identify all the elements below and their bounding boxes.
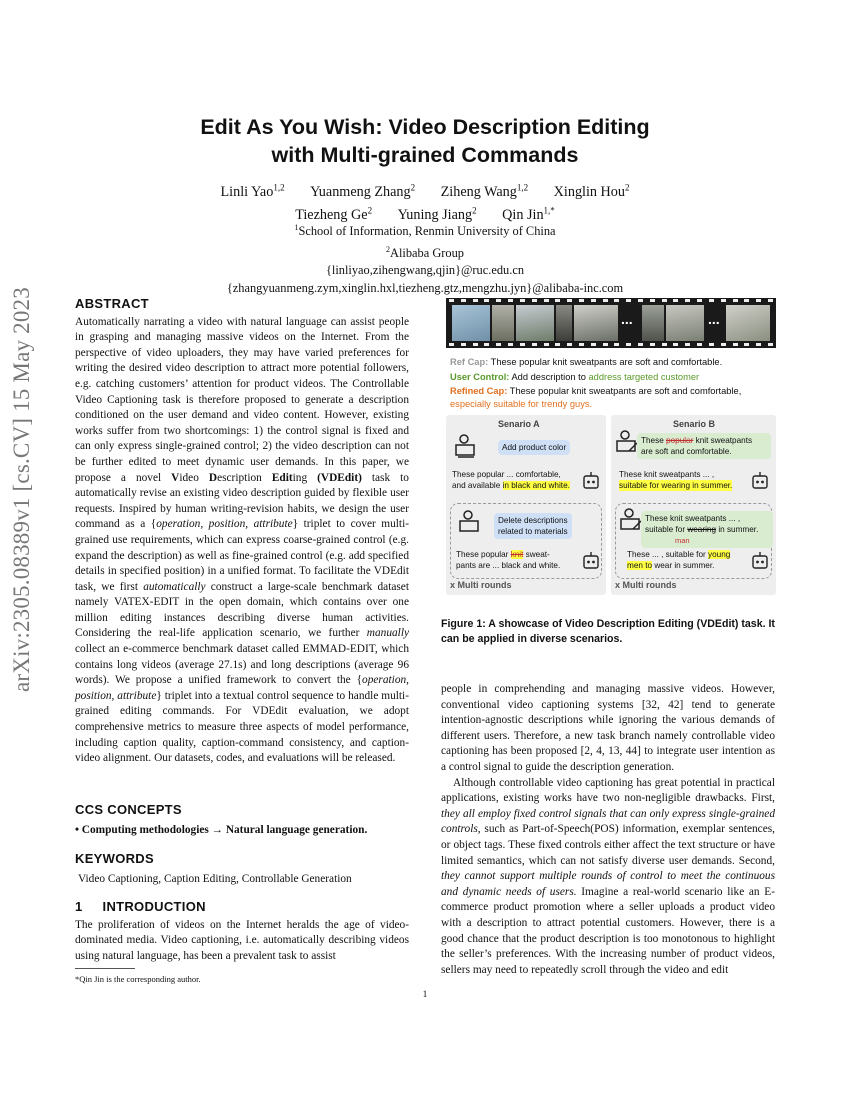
figure-1 [446,298,776,598]
edit-bubble: These popular knit sweatpants are soft and comfortable. [637,433,771,459]
intro-paragraph: Although controllable video captioning has great potential in practical applications, existing works have two non-negligible drawbacks. First, they all employ fixed control signals that can only express single-grained controls, such as Part-of-Speech(POS) information, exemplar sentences, or object tags. These fixed controls either affect the text structure or have limited semantics, which can not satisfy diverse user demands. Second, they cannot support multiple rounds of control to meet the continuous and dynamic needs of users. Imagine a real-world scenario like an E-commerce product promotion where a seller uploads a product video with a description to attract potential customers. However, there is a good chance that the product description is too monotonous to highlight the seller’s preferences. With the increasing number of product videos, sellers may need to repeatedly scroll through the video and edit [441,776,775,976]
user-computer-icon [458,509,482,535]
command-bubble: Add product color [498,440,570,455]
multi-rounds-label: x Multi rounds [615,580,677,590]
paper-title [0,113,850,169]
author: Xinglin Hou$^2$ [553,182,630,200]
video-filmstrip [446,298,776,348]
scenario-b-title: Senario B [673,419,716,429]
robot-icon [582,551,600,571]
keywords-section [75,851,409,887]
title-line-1: Edit As You Wish: Video Description Editing [200,115,650,139]
video-frame [642,305,664,341]
email-2: {zhangyuanmeng.zym,xinglin.hxl,tiezheng.gtz,mengzhu.jyn}@alibaba-inc.com [226,280,624,295]
figure-caption: Figure 1: A showcase of Video Description Editing (VDEdit) task. It can be applied in diverse scenarios. [441,618,775,645]
user-computer-icon [454,433,478,459]
intro-heading: INTRODUCTION [102,899,206,914]
video-frame [666,305,704,341]
title-line-2: with Multi-grained Commands [271,143,579,167]
intro-text-left: The proliferation of videos on the Internet heralds the age of video-dominated media. Video captioning, i.e. automatically describing videos using natural language, has been a prevalent task to assist [75,918,409,962]
refined-caption: Refined Cap: These popular knit sweatpants are soft and comfortable, [450,386,742,396]
arxiv-identifier: arXiv:2305.08389v1 [cs.CV] 15 May 2023 [9,287,34,692]
ccs-text: • Computing methodologies → Natural language generation. [75,823,368,836]
video-frame [574,305,618,341]
scenario-a-panel [446,415,606,595]
introduction-section [75,899,409,964]
email-1: {linliyao,zihengwang,qjin}@ruc.edu.cn [325,263,525,278]
robot-icon [751,471,769,491]
output-text: These knit sweatpants ... , suitable for wearing in summer. [619,470,733,490]
intro-number: 1 [75,899,83,914]
abstract-heading: ABSTRACT [75,296,149,311]
ccs-heading: CCS CONCEPTS [75,802,182,817]
user-edit-icon [615,429,639,457]
output-text: These popular ... comfortable, and available in black and white. [452,470,570,490]
page-number: 1 [422,990,428,1000]
edit-bubble: These knit sweatpants ... , suitable for wearing in summer. man [641,511,773,548]
affiliation-1: School of Information, Renmin University of China [298,224,556,239]
author: Yuning Jiang$^2$ [397,205,477,224]
user-edit-icon [619,507,643,535]
video-frame [492,305,514,341]
scenario-a-title: Senario A [498,419,540,429]
multi-rounds-label: x Multi rounds [450,580,512,590]
video-frame [726,305,770,341]
ref-caption: Ref Cap: These popular knit sweatpants are soft and comfortable. [450,357,723,367]
scenario-b-panel [611,415,776,595]
refined-caption-cont: especially suitable for trendy guys. [450,399,593,409]
abstract-section [75,296,409,767]
footnote: *Qin Jin is the corresponding author. [75,974,201,984]
robot-icon [751,551,769,571]
ccs-section [75,802,409,838]
footnote-rule [75,968,135,969]
affiliations: $^1$School of Information, Renmin University of China $^2$Alibaba Group {linliyao,zihengwang,qjin}@ruc.edu.cn {zhangyuanmeng.zym,xinglin.hxl,tiezheng.gtz,mengzhu.jyn}@alibaba-inc.com [0,219,850,297]
user-control: User Control: Add description to address targeted customer [450,372,700,382]
affiliation-2: Alibaba Group [390,245,464,260]
filmstrip-ellipsis: ... [708,311,720,327]
video-frame [556,305,572,341]
author: Tiezheng Ge$^2$ [295,205,373,224]
video-frame [516,305,554,341]
author: Ziheng Wang$^{1,2}$ [440,182,529,200]
output-text: These popular knit sweat- pants are ... black and white. [456,550,561,570]
introduction-right [441,682,775,978]
keywords-text: Video Captioning, Caption Editing, Controllable Generation [78,872,352,885]
author: Linli Yao$^{1,2}$ [220,182,285,200]
intro-paragraph: people in comprehending and managing massive videos. However, conventional video captioning systems [32, 42] tend to generate intention-agnostic descriptions while ignoring the various demands of different users. Therefore, a new task branch namely controllable video captioning has been proposed [2, 4, 13, 44] to integrate user intention as a control signal to guide the description generation. [441,683,775,773]
abstract-text: Automatically narrating a video with natural language can assist people in grasping and managing massive videos on the Internet. From the perspective of video uploaders, they may have varied preferences for writing the desired video description to attract more potential followers, e.g. catching customers’ attention for product videos. The Controllable Video Captioning task is therefore proposed to generate a description conditioned on the user demand and video content. However, existing works suffer from two shortcomings: 1) the control signal is fixed and can only express single-grained control; 2) the video description can not be further edited to meet dynamic user demands. In this paper, we propose a novel Video Description Editing (VDEdit) task to automatically revise an existing video description guided by flexible user requests. Inspired by human writing-revision habits, we design the user command as a {operation, position, attribute} triplet to cover multi-grained use requirements, which can express coarse-grained control (e.g. expand the description) as well as fine-grained control (e.g. add specified details in specified position) in a unified format. To facilitate the VDEdit task, we first automatically construct a large-scale benchmark dataset namely VATEX-EDIT in the open domain, which contains over one million editing instances describing diverse human activities. Considering the real-life application scenario, we further manually collect an e-commerce benchmark dataset called EMMAD-EDIT, which contains long videos (average 27.1s) and long descriptions (average 96 words). We propose a unified framework to convert the {operation, position, attribute} triplet into a textual control sequence to handle multi-grained editing commands. For VDEdit evaluation, we adopt comprehensive metrics to measure three aspects of model performance, including caption quality, caption-command consistency, and caption-video alignment. Our datasets, codes, and evaluations will be released. [75,315,410,765]
filmstrip-ellipsis: ... [621,311,633,327]
output-text: These ... , suitable for young men to wear in summer. [627,550,731,570]
command-bubble: Delete descriptions related to materials [494,513,572,539]
video-frame [452,305,490,341]
robot-icon [582,471,600,491]
author: Yuanmeng Zhang$^2$ [310,182,416,200]
author: Qin Jin$^{1,*}$ [502,205,555,224]
keywords-heading: KEYWORDS [75,851,154,866]
